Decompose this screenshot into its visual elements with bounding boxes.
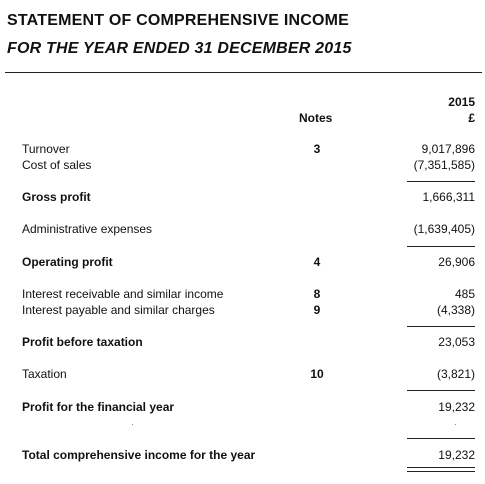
subtotal-rule	[407, 438, 475, 439]
row-amount: (4,338)	[436, 303, 475, 317]
subtotal-rule	[407, 181, 475, 182]
scan-speck: ·	[131, 420, 134, 429]
row-label: Profit before taxation	[22, 335, 143, 349]
row-note: 9	[313, 303, 321, 317]
statement-row-operating-profit	[0, 255, 485, 271]
row-label: Interest receivable and similar income	[22, 287, 224, 301]
row-amount: 26,906	[438, 255, 475, 269]
currency-column-header: £	[468, 111, 475, 125]
row-amount: (7,351,585)	[413, 158, 475, 172]
subtotal-rule	[407, 326, 475, 327]
row-amount: 9,017,896	[421, 142, 475, 156]
statement-row-cost-of-sales	[0, 158, 485, 174]
statement-row-taxation	[0, 367, 485, 383]
statement-row-gross-profit	[0, 190, 485, 206]
total-double-rule	[407, 467, 475, 472]
notes-column-header: Notes	[299, 111, 333, 125]
row-amount: 19,232	[438, 400, 475, 414]
row-note: 10	[310, 367, 324, 381]
statement-row-profit-before-taxation	[0, 335, 485, 351]
row-label: Gross profit	[22, 190, 91, 204]
row-amount: 1,666,311	[422, 190, 475, 204]
statement-row-interest-receivable	[0, 287, 485, 303]
header-divider	[5, 72, 482, 73]
row-amount: 485	[454, 287, 475, 301]
subtotal-rule	[407, 246, 475, 247]
row-label: Total comprehensive income for the year	[22, 448, 256, 462]
row-amount: 19,232	[438, 448, 475, 462]
row-label: Interest payable and similar charges	[22, 303, 215, 317]
row-note: 4	[313, 255, 321, 269]
statement-row-interest-payable	[0, 303, 485, 319]
row-label: Administrative expenses	[22, 222, 153, 236]
statement-row-administrative-expenses	[0, 222, 485, 238]
subtotal-rule	[407, 390, 475, 391]
row-amount: (3,821)	[436, 367, 475, 381]
row-note: 3	[313, 142, 321, 156]
statement-title: STATEMENT OF COMPREHENSIVE INCOME	[7, 12, 350, 29]
row-amount: (1,639,405)	[413, 222, 475, 236]
row-amount: 23,053	[438, 335, 475, 349]
statement-period: FOR THE YEAR ENDED 31 DECEMBER 2015	[7, 40, 352, 57]
row-label: Operating profit	[22, 255, 113, 269]
scan-speck: ·	[454, 420, 457, 429]
statement-row-total-comprehensive-income	[0, 448, 485, 464]
statement-row-profit-for-year	[0, 400, 485, 416]
row-label: Profit for the financial year	[22, 400, 175, 414]
row-note: 8	[313, 287, 321, 301]
statement-row-turnover	[0, 142, 485, 158]
year-column-header: 2015	[448, 95, 475, 109]
row-label: Cost of sales	[22, 158, 92, 172]
row-label: Turnover	[22, 142, 70, 156]
row-label: Taxation	[22, 367, 67, 381]
